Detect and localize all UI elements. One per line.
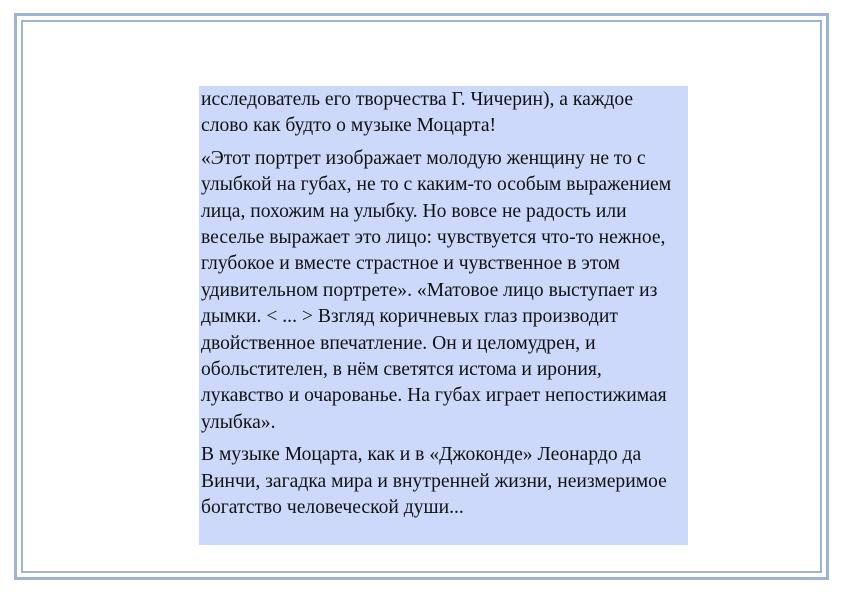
paragraph-intro: исследователь его творчества Г. Чичерин), а каждое слово как будто о музыке Моцарта! (201, 89, 634, 137)
paragraph-quote: «Этот портрет изображает молодую женщину не то с улыбкой на губах, не то с каким-то особым выражением лица, похожим на улыбку. Но вовсе не радость или веселье выражает это лицо: чувствуется что-то нежное, глубокое и вместе страстное и чувственное в этом удивительном портрете». «Матовое лицо выступает из дымки. < ... > Взгляд коричневых глаз производит двойственное впечатление. Он и целомудрен, и обольстителен, в нём светятся истома и ирония, лукавство и очарованье. На губах играет непостижимая улыбка». (201, 147, 672, 433)
quote-text-box (199, 86, 688, 545)
paragraph-conclusion: В музыке Моцарта, как и в «Джоконде» Леонардо да Винчи, загадка мира и внутренней жизни, неизмеримое богатство человеческой души... (201, 444, 667, 519)
